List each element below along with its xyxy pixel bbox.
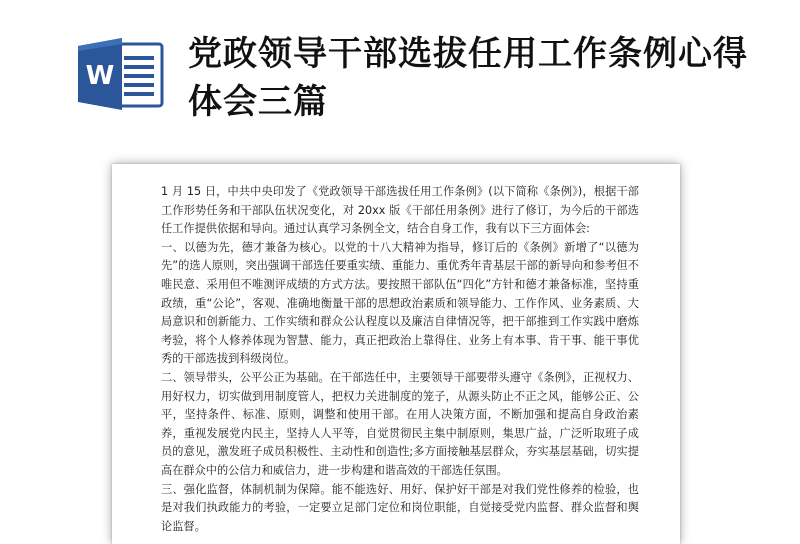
page-title: 党政领导干部选拔任用工作条例心得体会三篇 [188,34,748,122]
paragraph-intro: 1 月 15 日，中共中央印发了《党政领导干部选拔任用工作条例》(以下简称《条例》)，根据干部工作形势任务和干部队伍状况变化，对 20xx 版《干部任用条例》进行了修订，为今后的干部选任工作提供依据和导向。通过认真学习条例全文，结合自身工作，我有以下三方面体会: [161,185,639,236]
paragraph-section-2: 二、领导带头，公平公正为基础。在干部选任中，主要领导干部要带头遵守《条例》，正视权力、用好权力，切实做到用制度管人，把权力关进制度的笼子，从源头防止不正之风，能够公正、公平，坚持条件、标准、原则，调整和使用干部。在用人决策方面，不断加强和提高自身政治素养，重视发展党内民主，坚持人人平等，自觉贯彻民主集中制原则，集思广益，广泛听取班子成员的意见，激发班子成员积极性、主动性和创造性;多方面接触基层群众，夯实基层基础，切实提高在群众中的公信力和威信力，进一步构建和谐高效的干部选任氛围。 [161,370,639,477]
word-icon [76,34,168,114]
document-body [161,183,639,536]
paragraph-section-3: 三、强化监督，体制机制为保障。能不能选好、用好、保护好干部是对我们党性修养的检验，也是对我们执政能力的考验，一定要立足部门定位和岗位职能，自觉接受党内监督、群众监督和舆论监督。 [161,482,639,533]
document-page [112,164,680,544]
word-icon-letter: W [85,61,115,91]
paragraph-section-1: 一、以德为先，德才兼备为核心。以党的十八大精神为指导，修订后的《条例》新增了“以德为先”的选人原则，突出强调干部选任要重实绩、重能力、重优秀年青基层干部的新导向和参考但不唯民意、采用但不唯测评成绩的方式方法。要按照干部队伍“四化”方针和德才兼备标准，坚持重政绩，重“公论”，客观、准确地衡量干部的思想政治素质和领导能力、工作作风、业务素质、大局意识和创新能力、工作实绩和群众公认程度以及廉洁自律情况等，把干部推到工作实践中磨炼考验，将个人修养体现为智慧、能力，真正把政治上靠得住、业务上有本事、肯干事、能干事优秀的干部选拔到科级岗位。 [161,240,639,366]
